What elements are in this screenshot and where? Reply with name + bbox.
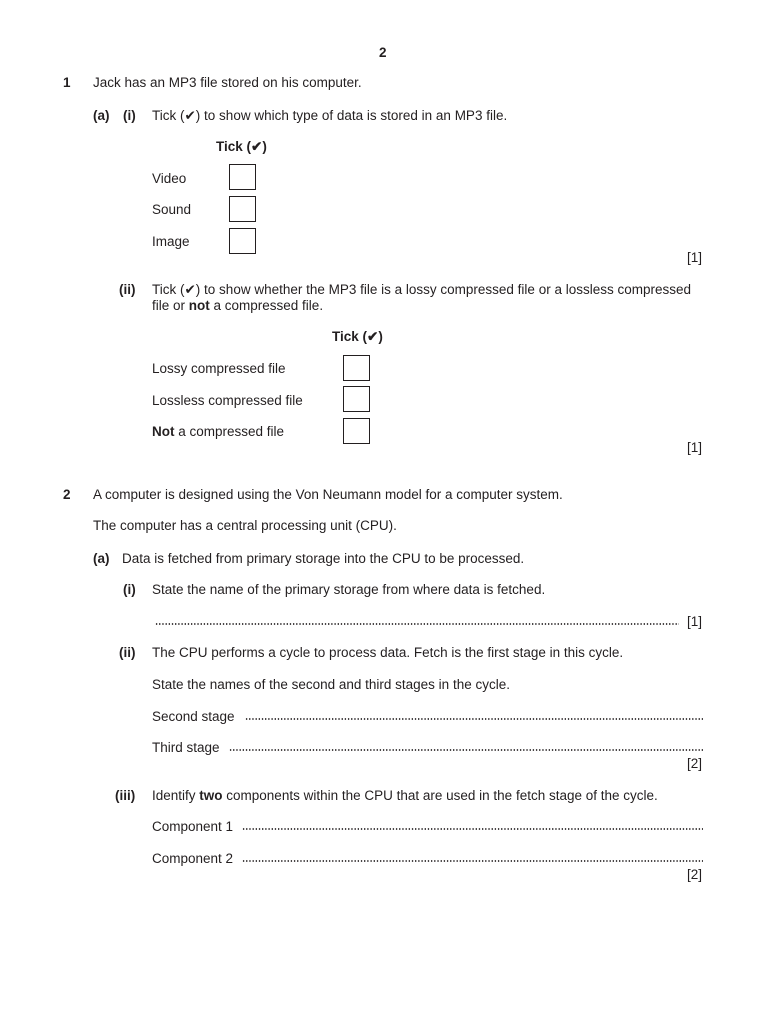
answer-line-second-stage[interactable]	[245, 718, 703, 720]
third-stage-label: Third stage	[152, 740, 220, 755]
answer-line-component-2[interactable]	[242, 860, 703, 862]
q2aii-question: The CPU performs a cycle to process data. Fetch is the first stage in this cycle.	[152, 645, 624, 660]
option-lossy-label: Lossy compressed file	[152, 361, 286, 376]
answer-line-component-1[interactable]	[242, 828, 703, 830]
component-1-label: Component 1	[152, 819, 234, 834]
q2aii-label: (ii)	[119, 645, 136, 660]
q1-stem: Jack has an MP3 file stored on his computer.	[93, 75, 362, 90]
q2a-label: (a)	[93, 551, 110, 566]
q2aiii-marks: [2]	[687, 867, 703, 882]
q1ai-tick-header: Tick (✔)	[216, 139, 267, 154]
option-video-label: Video	[152, 171, 187, 186]
tick-box-not-compressed[interactable]	[343, 418, 370, 444]
q1a-label: (a)	[93, 108, 110, 123]
q1aii-marks: [1]	[687, 440, 703, 455]
q1aii-question-line2: file or not a compressed file.	[152, 298, 324, 313]
q2ai-question: State the name of the primary storage from where data is fetched.	[152, 582, 546, 597]
second-stage-label: Second stage	[152, 709, 235, 724]
q2-number: 2	[63, 487, 71, 502]
option-lossless-label: Lossless compressed file	[152, 393, 303, 408]
tick-box-lossy[interactable]	[343, 355, 370, 381]
tick-box-sound[interactable]	[229, 196, 256, 222]
q2aiii-question: Identify two components within the CPU that are used in the fetch stage of the cycle.	[152, 788, 658, 803]
q1-number: 1	[63, 75, 71, 90]
q2a-text: Data is fetched from primary storage into the CPU to be processed.	[122, 551, 525, 566]
option-not-compressed-label: Not a compressed file	[152, 424, 285, 439]
q2-stem: A computer is designed using the Von Neumann model for a computer system.	[93, 487, 563, 502]
q1aii-tick-header: Tick (✔)	[332, 329, 383, 344]
answer-line-primary-storage[interactable]	[155, 623, 679, 625]
option-sound-label: Sound	[152, 202, 192, 217]
q1aii-label: (ii)	[119, 282, 136, 297]
q1ai-label: (i)	[123, 108, 136, 123]
answer-line-third-stage[interactable]	[229, 749, 703, 751]
q2aiii-label: (iii)	[115, 788, 136, 803]
page-number: 2	[379, 45, 387, 60]
q2aii-question-2: State the names of the second and third stages in the cycle.	[152, 677, 510, 692]
component-2-label: Component 2	[152, 851, 234, 866]
q1ai-marks: [1]	[687, 250, 703, 265]
option-image-label: Image	[152, 234, 190, 249]
tick-box-lossless[interactable]	[343, 386, 370, 412]
q2ai-label: (i)	[123, 582, 136, 597]
q1ai-question: Tick (✔) to show which type of data is stored in an MP3 file.	[152, 108, 508, 123]
q2-stem-2: The computer has a central processing unit (CPU).	[93, 518, 397, 533]
q2aii-marks: [2]	[687, 756, 703, 771]
q2ai-marks: [1]	[687, 614, 703, 629]
tick-box-video[interactable]	[229, 164, 256, 190]
tick-box-image[interactable]	[229, 228, 256, 254]
q1aii-question-line1: Tick (✔) to show whether the MP3 file is a lossy compressed file or a lossless compressed	[152, 282, 692, 297]
